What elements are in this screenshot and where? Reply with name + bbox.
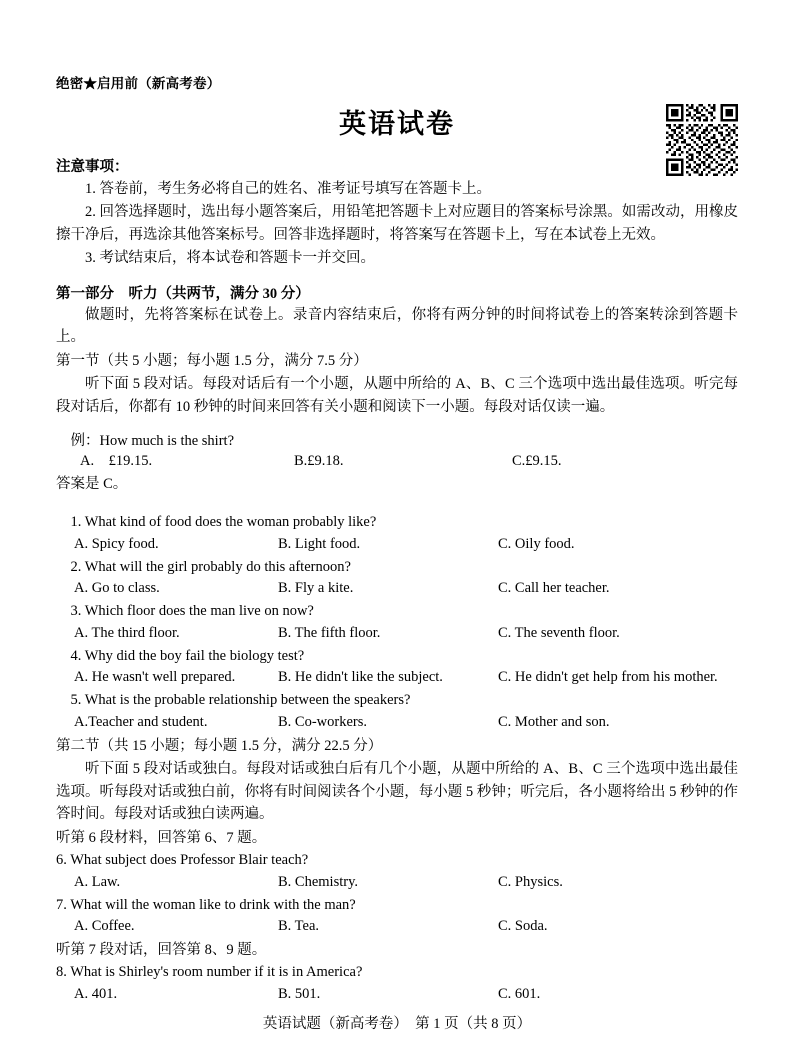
question-7-option-c[interactable]: C. Soda. <box>498 918 548 935</box>
section-one-heading: 第一节（共 5 小题；每小题 1.5 分，满分 7.5 分） <box>56 352 368 369</box>
question-2-option-c[interactable]: C. Call her teacher. <box>498 580 610 597</box>
listen-material-7-label: 听第 7 段对话，回答第 8、9 题。 <box>56 942 267 958</box>
question-2-option-a[interactable]: A. Go to class. <box>74 580 160 597</box>
section-two-heading: 第二节（共 15 小题；每小题 1.5 分，满分 22.5 分） <box>56 737 383 754</box>
notice-heading: 注意事项： <box>56 159 129 175</box>
question-4-options <box>56 667 738 689</box>
question-6-option-c[interactable]: C. Physics. <box>498 873 563 890</box>
question-8-stem: 8. What is Shirley's room number if it is in America? <box>56 964 363 981</box>
part-one-intro: 做题时，先将答案标在试卷上。录音内容结束后，你将有两分钟的时间将试卷上的答案转涂到答题卡上。 <box>56 306 738 346</box>
question-8-option-a[interactable]: A. 401. <box>74 986 118 1003</box>
notice-item-1: 1. 答卷前，考生务必将自己的姓名、准考证号填写在答题卡上。 <box>85 181 491 197</box>
example-stem: How much is the shirt? <box>99 433 235 450</box>
question-7-stem: 7. What will the woman like to drink with the man? <box>56 896 356 913</box>
example-option-c[interactable]: C.£9.15. <box>512 453 562 470</box>
notice-item-2: 2. 回答选择题时，选出每小题答案后，用铅笔把答题卡上对应题目的答案标号涂黑。如需改动，用橡皮擦干净后，再选涂其他答案标号。回答非选择题时，将答案写在答题卡上，写在本试卷上无效。 <box>56 204 738 243</box>
qr-code-icon <box>666 104 738 176</box>
secret-label: 绝密★启用前（新高考卷） <box>56 76 221 91</box>
question-8-option-b[interactable]: B. 501. <box>278 986 321 1003</box>
page-title: 英语试卷 <box>339 109 455 139</box>
question-4-option-c[interactable]: C. He didn't get help from his mother. <box>498 669 718 686</box>
question-3-stem: 3. Which floor does the man live on now? <box>70 603 314 620</box>
example-question <box>56 429 738 450</box>
question-2-stem: 2. What will the girl probably do this afternoon? <box>70 558 351 575</box>
question-6-option-b[interactable]: B. Chemistry. <box>278 873 359 890</box>
question-8-options <box>56 984 738 1006</box>
part-one-title: 第一部分 听力（共两节，满分 30 分） <box>56 285 310 302</box>
question-5-option-a[interactable]: A.Teacher and student. <box>74 713 208 730</box>
question-1-option-c[interactable]: C. Oily food. <box>498 535 575 552</box>
example-options <box>56 450 738 472</box>
question-6-option-a[interactable]: A. Law. <box>74 873 121 890</box>
question-6-stem: 6. What subject does Professor Blair teach? <box>56 852 309 868</box>
question-1-option-a[interactable]: A. Spicy food. <box>74 535 159 552</box>
question-4-option-b[interactable]: B. He didn't like the subject. <box>278 669 443 686</box>
question-6-options <box>56 872 738 894</box>
example-answer: 答案是 C。 <box>56 475 128 492</box>
question-2-option-b[interactable]: B. Fly a kite. <box>278 580 354 597</box>
question-4-stem: 4. Why did the boy fail the biology test? <box>70 647 305 664</box>
example-label: 例： <box>70 433 100 450</box>
question-8-option-c[interactable]: C. 601. <box>498 986 541 1003</box>
question-5-option-b[interactable]: B. Co-workers. <box>278 713 368 730</box>
question-1-stem: 1. What kind of food does the woman probably like? <box>70 514 377 531</box>
example-option-b[interactable]: B.£9.18. <box>294 453 344 470</box>
page-footer: 英语试题（新高考卷） 第 1 页（共 8 页） <box>262 1016 532 1032</box>
question-3-option-c[interactable]: C. The seventh floor. <box>498 624 620 641</box>
question-7-option-b[interactable]: B. Tea. <box>278 918 320 935</box>
question-1-options <box>56 534 738 556</box>
example-option-a[interactable]: A. £19.15. <box>80 453 153 470</box>
question-3-option-a[interactable]: A. The third floor. <box>74 624 180 641</box>
question-2-options <box>56 578 738 600</box>
question-1-option-b[interactable]: B. Light food. <box>278 535 361 552</box>
question-4-option-a[interactable]: A. He wasn't well prepared. <box>74 669 236 686</box>
section-two-intro: 听下面 5 段对话或独白。每段对话或独白后有几个小题，从题中所给的 A、B、C 三个选项中选出最佳选项。听每段对话或独白前，你将有时间阅读各个小题，每小题 5 秒钟；听完后，各小题将给出 5 秒钟的作答时间。每段对话或独白读两遍。 <box>56 761 738 823</box>
notice-item-3: 3. 考试结束后，将本试卷和答题卡一并交回。 <box>85 250 375 267</box>
question-5-options <box>56 712 738 734</box>
question-3-option-b[interactable]: B. The fifth floor. <box>278 624 381 641</box>
section-one-intro: 听下面 5 段对话。每段对话后有一个小题，从题中所给的 A、B、C 三个选项中选出最佳选项。听完每段对话后，你都有 10 秒钟的时间来回答有关小题和阅读下一小题。每段对话仅读一遍。 <box>56 376 738 415</box>
question-7-option-a[interactable]: A. Coffee. <box>74 918 135 935</box>
question-5-stem: 5. What is the probable relationship between the speakers? <box>70 692 411 709</box>
question-3-options <box>56 623 738 645</box>
question-5-option-c[interactable]: C. Mother and son. <box>498 713 610 730</box>
listen-material-6-label: 听第 6 段材料，回答第 6、7 题。 <box>56 829 267 846</box>
question-7-options <box>56 916 738 938</box>
